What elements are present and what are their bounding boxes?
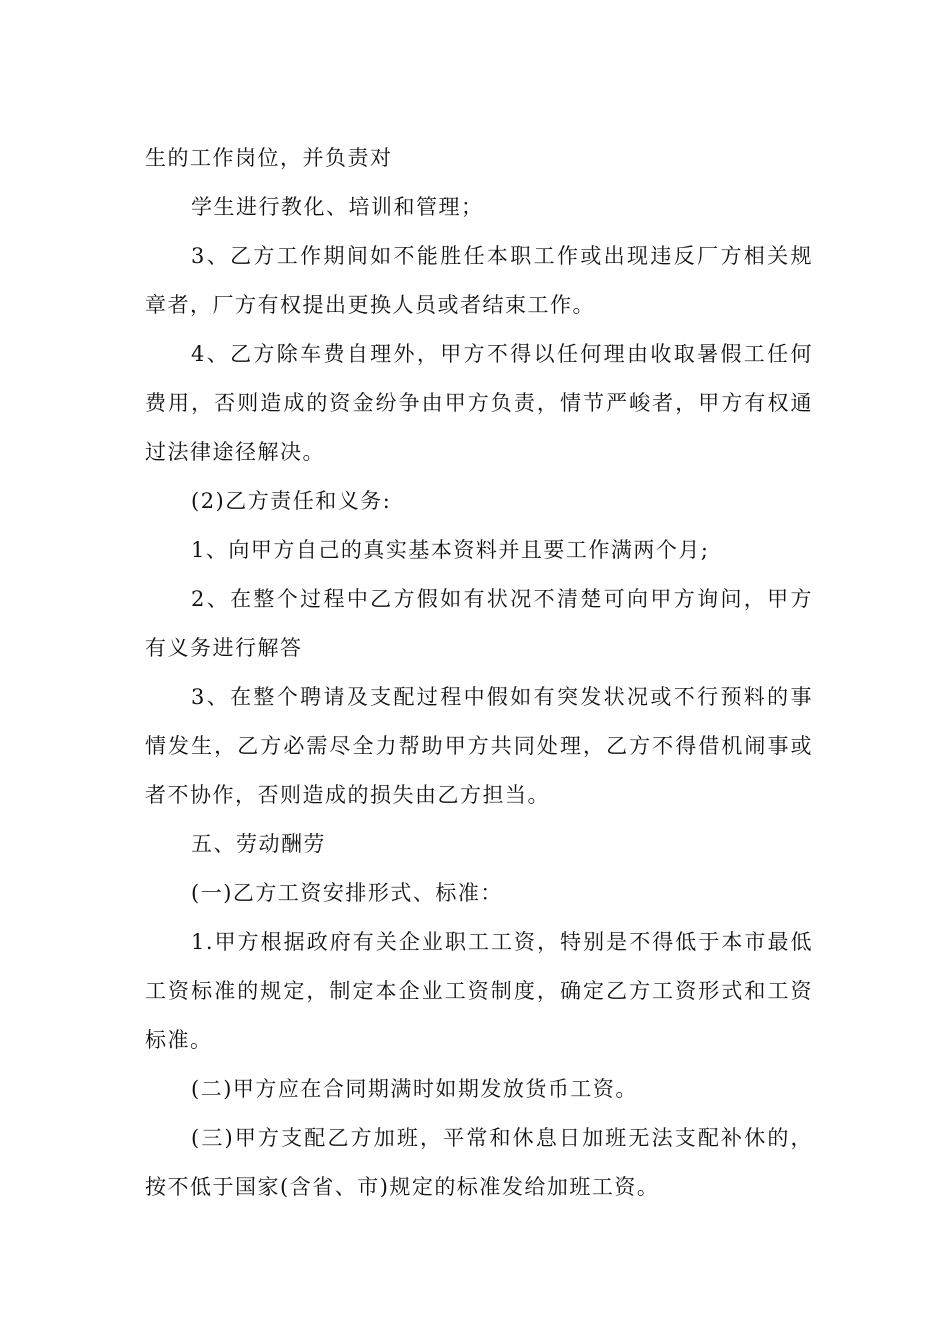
document-body bbox=[145, 134, 813, 1212]
section-heading-compensation: 五、劳动酬劳 bbox=[191, 832, 326, 856]
paragraph-item-4: 4、乙方除车费自理外，甲方不得以任何理由收取暑假工任何费用，否则造成的资金纷争由甲方负责，情节严峻者，甲方有权通过法律途径解决。 bbox=[145, 342, 813, 464]
paragraph-duty-2: 2、在整个过程中乙方假如有状况不清楚可向甲方询问，甲方有义务进行解答 bbox=[145, 587, 813, 660]
paragraph-duty-3: 3、在整个聘请及支配过程中假如有突发状况或不行预料的事情发生，乙方必需尽全力帮助甲方共同处理，乙方不得借机闹事或者不协作，否则造成的损失由乙方担当。 bbox=[145, 685, 813, 807]
paragraph-overtime: (三)甲方支配乙方加班，平常和休息日加班无法支配补休的，按不低于国家(含省、市)规定的标准发给加班工资。 bbox=[145, 1126, 813, 1199]
paragraph-wage-1: 1.甲方根据政府有关企业职工工资，特别是不得低于本市最低工资标准的规定，制定本企业工资制度，确定乙方工资形式和工资标准。 bbox=[145, 930, 813, 1052]
paragraph-continuation: 生的工作岗位，并负责对 bbox=[145, 146, 393, 170]
paragraph-duty-1: 1、向甲方自己的真实基本资料并且要工作满两个月; bbox=[191, 538, 710, 562]
paragraph-item-3: 3、乙方工作期间如不能胜任本职工作或出现违反厂方相关规章者，厂方有权提出更换人员或者结束工作。 bbox=[145, 244, 813, 317]
subsection-heading-wage-form: (一)乙方工资安排形式、标准： bbox=[191, 881, 503, 905]
paragraph-wage-payment: (二)甲方应在合同期满时如期发放货币工资。 bbox=[191, 1077, 638, 1101]
paragraph-continuation-indented: 学生进行教化、培训和管理； bbox=[191, 195, 484, 219]
section-heading-party-b-duties: (2)乙方责任和义务: bbox=[191, 489, 392, 513]
